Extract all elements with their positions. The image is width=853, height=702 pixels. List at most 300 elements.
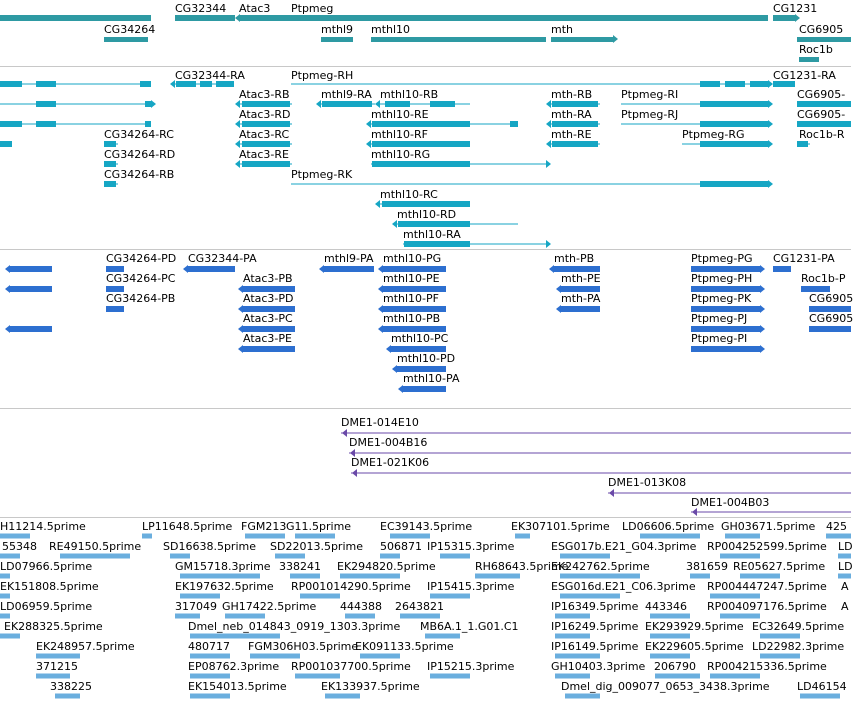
est-label[interactable]: 425 [826, 520, 847, 533]
transcript-label[interactable]: CG6905- [797, 108, 846, 121]
est-label[interactable]: RP001014290.5prime [291, 580, 411, 593]
protein-arrow[interactable] [5, 265, 10, 273]
est-bar[interactable] [555, 654, 600, 659]
protein-label[interactable]: Ptpmeg-PG [691, 252, 753, 265]
transcript-exon[interactable] [398, 221, 470, 227]
est-bar[interactable] [250, 654, 300, 659]
est-label[interactable]: IP15315.3prime [427, 540, 515, 553]
est-label[interactable]: EP08762.3prime [188, 660, 280, 673]
est-bar[interactable] [0, 574, 10, 579]
est-label[interactable]: SD16638.5prime [163, 540, 256, 553]
protein-label[interactable]: mth-PB [554, 252, 595, 265]
clone-end[interactable] [692, 508, 697, 516]
est-bar[interactable] [760, 634, 800, 639]
protein-bar[interactable] [243, 346, 295, 352]
transcript-arrow[interactable] [375, 100, 380, 108]
est-label[interactable]: 443346 [645, 600, 687, 613]
est-bar[interactable] [725, 534, 760, 539]
transcript-exon[interactable] [322, 101, 372, 107]
transcript-exon[interactable] [750, 81, 768, 87]
transcript-exon[interactable] [145, 101, 151, 107]
transcript-label[interactable]: Roc1b-R [799, 128, 845, 141]
est-label[interactable]: 317049 [175, 600, 217, 613]
transcript-label[interactable]: CG34264-RD [104, 148, 176, 161]
est-bar[interactable] [225, 614, 265, 619]
gene-label[interactable]: CG1231 [773, 2, 818, 15]
transcript-arrow[interactable] [768, 180, 773, 188]
est-label[interactable]: IP15415.3prime [427, 580, 515, 593]
transcript-arrow[interactable] [546, 140, 551, 148]
est-bar[interactable] [650, 614, 690, 619]
transcript-exon[interactable] [372, 161, 470, 167]
transcript-label[interactable]: mthl10-RF [371, 128, 428, 141]
est-label[interactable]: RP004215336.5prime [707, 660, 827, 673]
est-bar[interactable] [190, 654, 230, 659]
transcript-exon[interactable] [552, 101, 598, 107]
gene-bar[interactable] [551, 37, 613, 42]
transcript-arrow[interactable] [768, 100, 773, 108]
est-bar[interactable] [0, 554, 20, 559]
gene-bar[interactable] [773, 15, 795, 21]
transcript-label[interactable]: CG34264-RC [104, 128, 174, 141]
strand-arrow[interactable] [613, 35, 618, 43]
transcript-exon[interactable] [797, 101, 851, 107]
transcript-exon[interactable] [104, 181, 116, 187]
est-bar[interactable] [440, 554, 470, 559]
est-label[interactable]: LD [838, 540, 853, 553]
gene-bar[interactable] [799, 57, 819, 62]
protein-label[interactable]: CG34264-PC [106, 272, 176, 285]
transcript-exon[interactable] [797, 121, 851, 127]
est-bar[interactable] [650, 654, 690, 659]
est-label[interactable]: RH68643.5prime [475, 560, 569, 573]
est-bar[interactable] [555, 614, 590, 619]
est-label[interactable]: 506871 [380, 540, 422, 553]
gene-label[interactable]: CG34264 [104, 23, 156, 36]
est-label[interactable]: EK133937.5prime [321, 680, 420, 693]
est-bar[interactable] [740, 574, 780, 579]
est-label[interactable]: ESG017b.E21_G04.3prime [551, 540, 697, 553]
protein-arrow[interactable] [5, 325, 10, 333]
protein-label[interactable]: CG6905 [809, 312, 853, 325]
est-label[interactable]: ESG016d.E21_C06.3prime [551, 580, 696, 593]
transcript-arrow[interactable] [235, 120, 240, 128]
est-label[interactable]: EK154013.5prime [188, 680, 287, 693]
est-label[interactable]: IP16349.5prime [551, 600, 639, 613]
gene-label[interactable]: mth [551, 23, 573, 36]
est-label[interactable]: FGM306H03.5prime [248, 640, 359, 653]
protein-bar[interactable] [691, 346, 760, 352]
gene-bar[interactable] [0, 15, 151, 21]
est-bar[interactable] [180, 574, 260, 579]
gene-label[interactable]: mthl10 [371, 23, 411, 36]
est-label[interactable]: LD06606.5prime [622, 520, 715, 533]
gene-label[interactable]: CG32344 [175, 2, 227, 15]
transcript-exon[interactable] [700, 121, 768, 127]
transcript-label[interactable]: Ptpmeg-RH [291, 69, 354, 82]
transcript-label[interactable]: CG1231-RA [773, 69, 836, 82]
clone-label[interactable]: DME1-004B03 [691, 496, 770, 509]
transcript-label[interactable]: mthl10-RG [371, 148, 431, 161]
est-label[interactable]: RE05627.5prime [733, 560, 826, 573]
protein-bar[interactable] [10, 326, 52, 332]
protein-bar[interactable] [561, 306, 600, 312]
est-label[interactable]: LD22982.3prime [752, 640, 845, 653]
est-label[interactable]: RE49150.5prime [49, 540, 142, 553]
strand-arrow[interactable] [235, 14, 240, 22]
est-bar[interactable] [0, 634, 20, 639]
est-label[interactable]: LD07966.5prime [0, 560, 93, 573]
est-label[interactable]: FGM213 [241, 520, 287, 533]
transcript-exon[interactable] [382, 201, 470, 207]
est-label[interactable]: 371215 [36, 660, 78, 673]
protein-bar[interactable] [10, 266, 52, 272]
transcript-arrow[interactable] [235, 140, 240, 148]
clone-label[interactable]: DME1-014E10 [341, 416, 419, 429]
est-label[interactable]: EK197632.5prime [175, 580, 274, 593]
transcript-arrow[interactable] [375, 200, 380, 208]
est-bar[interactable] [390, 534, 430, 539]
transcript-arrow[interactable] [151, 100, 156, 108]
protein-label[interactable]: mth-PE [561, 272, 601, 285]
transcript-exon[interactable] [700, 81, 720, 87]
transcript-arrow[interactable] [546, 100, 551, 108]
est-bar[interactable] [295, 534, 335, 539]
est-bar[interactable] [380, 554, 400, 559]
est-label[interactable]: 381659 [686, 560, 728, 573]
transcript-label[interactable]: mthl10-RE [371, 108, 429, 121]
gene-label[interactable]: Ptpmeg [291, 2, 334, 15]
protein-label[interactable]: mthl10-PF [383, 292, 439, 305]
est-bar[interactable] [555, 634, 590, 639]
est-bar[interactable] [55, 694, 80, 699]
est-label[interactable]: EK242762.5prime [551, 560, 650, 573]
est-bar[interactable] [760, 654, 800, 659]
transcript-label[interactable]: mthl10-RD [397, 208, 457, 221]
est-bar[interactable] [290, 574, 320, 579]
transcript-exon[interactable] [510, 121, 518, 127]
est-label[interactable]: 2643821 [395, 600, 444, 613]
est-label[interactable]: H11214.5prime [0, 520, 86, 533]
est-label[interactable]: EK229605.5prime [645, 640, 744, 653]
protein-arrow[interactable] [5, 285, 10, 293]
transcript-arrow[interactable] [546, 120, 551, 128]
est-label[interactable]: GH03671.5prime [721, 520, 816, 533]
transcript-label[interactable]: mthl10-RC [380, 188, 438, 201]
transcript-exon[interactable] [0, 141, 12, 147]
est-bar[interactable] [560, 594, 620, 599]
est-bar[interactable] [60, 554, 130, 559]
est-bar[interactable] [720, 614, 760, 619]
est-bar[interactable] [36, 674, 70, 679]
est-bar[interactable] [190, 634, 280, 639]
transcript-label[interactable]: Atac3-RC [239, 128, 290, 141]
protein-label[interactable]: CG1231-PA [773, 252, 835, 265]
clone-end[interactable] [342, 429, 347, 437]
est-label[interactable]: Dmel_dig_009077_0653_3438.3prime [561, 680, 770, 693]
transcript-arrow[interactable] [546, 160, 551, 168]
est-label[interactable]: G11.5prime [286, 520, 352, 533]
est-label[interactable]: Dmel_neb_014843_0919_1303.3prime [188, 620, 401, 633]
transcript-exon[interactable] [385, 101, 410, 107]
est-bar[interactable] [170, 554, 190, 559]
protein-arrow[interactable] [319, 265, 324, 273]
gene-label[interactable]: CG6905 [799, 23, 844, 36]
est-bar[interactable] [275, 554, 305, 559]
transcript-exon[interactable] [242, 101, 290, 107]
transcript-arrow[interactable] [235, 160, 240, 168]
protein-label[interactable]: mthl10-PB [383, 312, 441, 325]
protein-arrow[interactable] [183, 265, 188, 273]
est-label[interactable]: EK248957.5prime [36, 640, 135, 653]
est-bar[interactable] [0, 614, 10, 619]
transcript-label[interactable]: mth-RB [551, 88, 593, 101]
est-bar[interactable] [555, 674, 590, 679]
est-label[interactable]: 444388 [340, 600, 382, 613]
protein-bar[interactable] [324, 266, 374, 272]
protein-label[interactable]: CG34264-PB [106, 292, 176, 305]
transcript-exon[interactable] [0, 121, 22, 127]
clone-label[interactable]: DME1-013K08 [608, 476, 687, 489]
est-bar[interactable] [400, 614, 440, 619]
est-bar[interactable] [690, 574, 710, 579]
gene-bar[interactable] [104, 37, 148, 42]
clone-label[interactable]: DME1-021K06 [351, 456, 430, 469]
est-bar[interactable] [340, 574, 400, 579]
transcript-label[interactable]: Ptpmeg-RJ [621, 108, 679, 121]
gene-bar[interactable] [797, 37, 851, 42]
transcript-label[interactable]: mthl10-RA [403, 228, 461, 241]
protein-arrow[interactable] [760, 345, 765, 353]
est-bar[interactable] [180, 594, 220, 599]
transcript-exon[interactable] [700, 101, 768, 107]
transcript-arrow[interactable] [235, 100, 240, 108]
transcript-exon[interactable] [242, 121, 290, 127]
est-label[interactable]: MB6A.1_1.G01.C1 [420, 620, 519, 633]
transcript-exon[interactable] [430, 101, 455, 107]
protein-label[interactable]: CG34264-PD [106, 252, 177, 265]
protein-label[interactable]: Atac3-PC [243, 312, 293, 325]
est-bar[interactable] [800, 694, 840, 699]
protein-bar[interactable] [773, 266, 791, 272]
transcript-exon[interactable] [552, 121, 598, 127]
transcript-label[interactable]: Ptpmeg-RG [682, 128, 745, 141]
transcript-exon[interactable] [104, 141, 116, 147]
est-bar[interactable] [0, 534, 30, 539]
gene-label[interactable]: Atac3 [239, 2, 271, 15]
transcript-exon[interactable] [145, 121, 151, 127]
transcript-exon[interactable] [242, 141, 290, 147]
transcript-exon[interactable] [552, 141, 598, 147]
protein-label[interactable]: Atac3-PE [243, 332, 292, 345]
protein-arrow[interactable] [398, 385, 403, 393]
transcript-label[interactable]: CG6905- [797, 88, 846, 101]
protein-label[interactable]: mthl10-PC [391, 332, 449, 345]
est-label[interactable]: LD [838, 560, 853, 573]
est-bar[interactable] [190, 694, 230, 699]
est-bar[interactable] [655, 674, 700, 679]
est-bar[interactable] [300, 594, 340, 599]
transcript-arrow[interactable] [392, 220, 397, 228]
est-bar[interactable] [295, 674, 340, 679]
protein-label[interactable]: CG32344-PA [188, 252, 257, 265]
est-bar[interactable] [175, 614, 200, 619]
est-bar[interactable] [560, 574, 640, 579]
protein-label[interactable]: mthl10-PG [383, 252, 442, 265]
est-bar[interactable] [640, 534, 700, 539]
gene-bar[interactable] [240, 15, 768, 21]
est-bar[interactable] [565, 694, 600, 699]
transcript-arrow[interactable] [316, 100, 321, 108]
est-bar[interactable] [142, 534, 152, 539]
est-label[interactable]: EK151808.5prime [0, 580, 99, 593]
transcript-label[interactable]: mth-RA [551, 108, 592, 121]
transcript-exon[interactable] [0, 81, 22, 87]
est-label[interactable]: 480717 [188, 640, 230, 653]
gene-bar[interactable] [175, 15, 235, 21]
clone-end[interactable] [352, 469, 357, 477]
est-label[interactable]: EK293929.5prime [645, 620, 744, 633]
protein-label[interactable]: mthl10-PA [403, 372, 460, 385]
gene-label[interactable]: Roc1b [799, 43, 833, 56]
protein-bar[interactable] [106, 306, 124, 312]
gene-bar[interactable] [321, 37, 353, 42]
est-bar[interactable] [710, 594, 760, 599]
protein-label[interactable]: Ptpmeg-PJ [691, 312, 748, 325]
transcript-exon[interactable] [725, 81, 745, 87]
est-label[interactable]: EK307101.5prime [511, 520, 610, 533]
protein-label[interactable]: Ptpmeg-PK [691, 292, 752, 305]
est-label[interactable]: IP15215.3prime [427, 660, 515, 673]
protein-label[interactable]: Roc1b-P [801, 272, 846, 285]
transcript-label[interactable]: Atac3-RD [239, 108, 291, 121]
transcript-label[interactable]: mth-RE [551, 128, 592, 141]
est-label[interactable]: GH17422.5prime [222, 600, 317, 613]
transcript-exon[interactable] [36, 81, 56, 87]
protein-arrow[interactable] [549, 265, 554, 273]
clone-label[interactable]: DME1-004B16 [349, 436, 428, 449]
protein-bar[interactable] [10, 286, 52, 292]
est-label[interactable]: EK091133.5prime [355, 640, 454, 653]
est-bar[interactable] [560, 554, 610, 559]
est-label[interactable]: 206790 [654, 660, 696, 673]
transcript-exon[interactable] [104, 161, 116, 167]
transcript-label[interactable]: CG34264-RB [104, 168, 175, 181]
transcript-label[interactable]: Ptpmeg-RI [621, 88, 679, 101]
est-bar[interactable] [36, 654, 80, 659]
est-label[interactable]: LP11648.5prime [142, 520, 233, 533]
transcript-exon[interactable] [36, 121, 56, 127]
transcript-exon[interactable] [372, 121, 470, 127]
est-bar[interactable] [360, 654, 400, 659]
clone-end[interactable] [609, 489, 614, 497]
protein-label[interactable]: mthl10-PE [383, 272, 440, 285]
transcript-arrow[interactable] [366, 140, 371, 148]
protein-label[interactable]: mthl10-PD [397, 352, 456, 365]
transcript-arrow[interactable] [768, 140, 773, 148]
transcript-arrow[interactable] [768, 120, 773, 128]
protein-bar[interactable] [403, 386, 446, 392]
est-bar[interactable] [475, 574, 520, 579]
est-bar[interactable] [245, 534, 285, 539]
protein-label[interactable]: mth-PA [561, 292, 601, 305]
transcript-exon[interactable] [797, 141, 808, 147]
est-bar[interactable] [345, 614, 375, 619]
protein-label[interactable]: Ptpmeg-PH [691, 272, 753, 285]
transcript-arrow[interactable] [546, 240, 551, 248]
est-label[interactable]: RP004097176.5prime [707, 600, 827, 613]
gene-bar[interactable] [371, 37, 546, 42]
est-label[interactable]: 338225 [50, 680, 92, 693]
est-label[interactable]: IP16149.5prime [551, 640, 639, 653]
protein-arrow[interactable] [556, 305, 561, 313]
est-bar[interactable] [0, 594, 10, 599]
gene-label[interactable]: mthl9 [321, 23, 354, 36]
transcript-label[interactable]: Ptpmeg-RK [291, 168, 353, 181]
est-bar[interactable] [710, 674, 760, 679]
protein-arrow[interactable] [392, 365, 397, 373]
transcript-exon[interactable] [36, 101, 56, 107]
transcript-label[interactable]: Atac3-RB [239, 88, 290, 101]
protein-label[interactable]: Ptpmeg-PI [691, 332, 748, 345]
est-bar[interactable] [826, 534, 851, 539]
transcript-exon[interactable] [404, 241, 470, 247]
protein-arrow[interactable] [386, 345, 391, 353]
est-label[interactable]: EK288325.5prime [4, 620, 103, 633]
transcript-label[interactable]: CG32344-RA [175, 69, 245, 82]
est-label[interactable]: RP004447247.5prime [707, 580, 827, 593]
protein-arrow[interactable] [760, 265, 765, 273]
protein-arrow[interactable] [378, 325, 383, 333]
strand-arrow[interactable] [795, 14, 800, 22]
est-bar[interactable] [838, 554, 851, 559]
est-label[interactable]: A [841, 600, 849, 613]
protein-arrow[interactable] [760, 285, 765, 293]
est-bar[interactable] [425, 634, 460, 639]
est-label[interactable]: LD06959.5prime [0, 600, 93, 613]
transcript-exon[interactable] [700, 141, 768, 147]
protein-bar[interactable] [809, 326, 851, 332]
transcript-exon[interactable] [140, 81, 151, 87]
est-label[interactable]: GM15718.3prime [175, 560, 271, 573]
est-label[interactable]: GH10403.3prime [551, 660, 646, 673]
est-label[interactable]: SD22013.5prime [270, 540, 363, 553]
est-label[interactable]: 338241 [279, 560, 321, 573]
est-bar[interactable] [430, 594, 470, 599]
est-bar[interactable] [190, 674, 230, 679]
est-bar[interactable] [515, 534, 530, 539]
transcript-exon[interactable] [700, 181, 768, 187]
est-label[interactable]: LD46154 [797, 680, 847, 693]
est-bar[interactable] [325, 694, 360, 699]
transcript-label[interactable]: mthl9-RA [321, 88, 372, 101]
est-bar[interactable] [650, 634, 690, 639]
est-label[interactable]: A [841, 580, 849, 593]
protein-label[interactable]: Atac3-PB [243, 272, 293, 285]
est-bar[interactable] [720, 554, 760, 559]
transcript-label[interactable]: mthl10-RB [380, 88, 439, 101]
protein-bar[interactable] [188, 266, 235, 272]
protein-label[interactable]: mthl9-PA [324, 252, 374, 265]
est-label[interactable]: EC32649.5prime [752, 620, 845, 633]
est-label[interactable]: IP16249.5prime [551, 620, 639, 633]
protein-arrow[interactable] [238, 345, 243, 353]
protein-label[interactable]: CG6905 [809, 292, 853, 305]
protein-arrow[interactable] [760, 305, 765, 313]
protein-arrow[interactable] [760, 325, 765, 333]
transcript-label[interactable]: Atac3-RE [239, 148, 289, 161]
est-label[interactable]: 55348 [2, 540, 37, 553]
